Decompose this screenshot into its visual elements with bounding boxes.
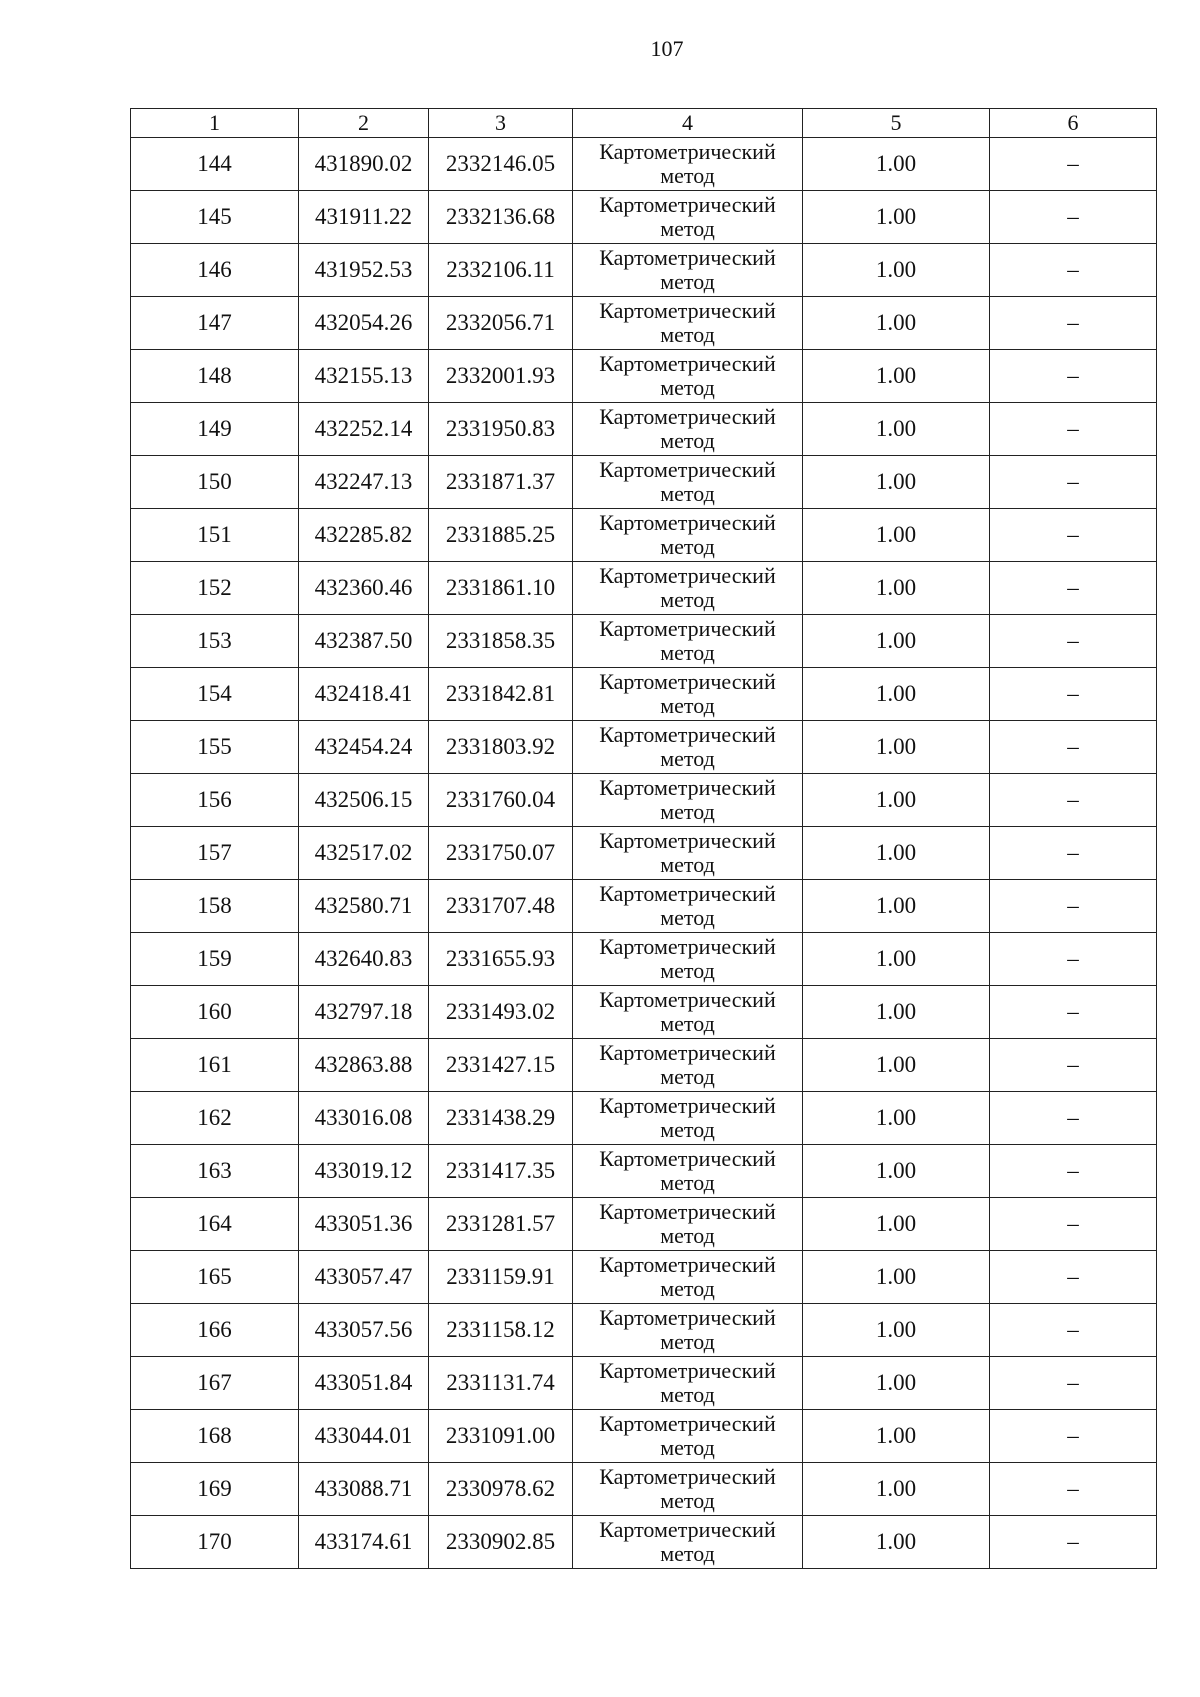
- table-row: [131, 244, 1157, 297]
- note-cell: –: [990, 827, 1157, 880]
- method-cell: Картометрический метод: [573, 986, 803, 1039]
- accuracy-cell: 1.00: [803, 1145, 990, 1198]
- point-number-cell: 156: [131, 774, 299, 827]
- accuracy-cell: 1.00: [803, 1198, 990, 1251]
- y-coordinate-cell: 2331091.00: [429, 1410, 573, 1463]
- accuracy-cell: 1.00: [803, 668, 990, 721]
- table-body: [131, 138, 1157, 1569]
- accuracy-cell: 1.00: [803, 191, 990, 244]
- x-coordinate-cell: 432054.26: [299, 297, 429, 350]
- x-coordinate-cell: 432863.88: [299, 1039, 429, 1092]
- note-cell: –: [990, 880, 1157, 933]
- note-cell: –: [990, 244, 1157, 297]
- point-number-cell: 148: [131, 350, 299, 403]
- accuracy-cell: 1.00: [803, 1251, 990, 1304]
- y-coordinate-cell: 2331861.10: [429, 562, 573, 615]
- table-row: [131, 986, 1157, 1039]
- note-cell: –: [990, 350, 1157, 403]
- y-coordinate-cell: 2331281.57: [429, 1198, 573, 1251]
- column-header: 4: [573, 109, 803, 138]
- method-cell: Картометрический метод: [573, 1198, 803, 1251]
- accuracy-cell: 1.00: [803, 1410, 990, 1463]
- note-cell: –: [990, 1516, 1157, 1569]
- y-coordinate-cell: 2332106.11: [429, 244, 573, 297]
- method-cell: Картометрический метод: [573, 509, 803, 562]
- accuracy-cell: 1.00: [803, 509, 990, 562]
- note-cell: –: [990, 1304, 1157, 1357]
- table-row: [131, 1251, 1157, 1304]
- point-number-cell: 150: [131, 456, 299, 509]
- x-coordinate-cell: 431911.22: [299, 191, 429, 244]
- note-cell: –: [990, 456, 1157, 509]
- method-cell: Картометрический метод: [573, 456, 803, 509]
- method-cell: Картометрический метод: [573, 615, 803, 668]
- accuracy-cell: 1.00: [803, 350, 990, 403]
- method-cell: Картометрический метод: [573, 1145, 803, 1198]
- y-coordinate-cell: 2331871.37: [429, 456, 573, 509]
- x-coordinate-cell: 432640.83: [299, 933, 429, 986]
- point-number-cell: 154: [131, 668, 299, 721]
- table-row: [131, 933, 1157, 986]
- method-cell: Картометрический метод: [573, 244, 803, 297]
- method-cell: Картометрический метод: [573, 562, 803, 615]
- note-cell: –: [990, 1145, 1157, 1198]
- table-row: [131, 297, 1157, 350]
- y-coordinate-cell: 2331655.93: [429, 933, 573, 986]
- table-row: [131, 1304, 1157, 1357]
- note-cell: –: [990, 933, 1157, 986]
- table-row: [131, 191, 1157, 244]
- x-coordinate-cell: 432580.71: [299, 880, 429, 933]
- method-cell: Картометрический метод: [573, 1516, 803, 1569]
- page-number: 107: [650, 36, 684, 61]
- note-cell: –: [990, 1039, 1157, 1092]
- y-coordinate-cell: 2330978.62: [429, 1463, 573, 1516]
- x-coordinate-cell: 432797.18: [299, 986, 429, 1039]
- y-coordinate-cell: 2331803.92: [429, 721, 573, 774]
- accuracy-cell: 1.00: [803, 562, 990, 615]
- y-coordinate-cell: 2332146.05: [429, 138, 573, 191]
- method-cell: Картометрический метод: [573, 297, 803, 350]
- note-cell: –: [990, 562, 1157, 615]
- method-cell: Картометрический метод: [573, 721, 803, 774]
- point-number-cell: 160: [131, 986, 299, 1039]
- point-number-cell: 151: [131, 509, 299, 562]
- method-cell: Картометрический метод: [573, 774, 803, 827]
- x-coordinate-cell: 433051.84: [299, 1357, 429, 1410]
- y-coordinate-cell: 2330902.85: [429, 1516, 573, 1569]
- table-row: [131, 509, 1157, 562]
- x-coordinate-cell: 431890.02: [299, 138, 429, 191]
- point-number-cell: 146: [131, 244, 299, 297]
- note-cell: –: [990, 1357, 1157, 1410]
- point-number-cell: 155: [131, 721, 299, 774]
- accuracy-cell: 1.00: [803, 986, 990, 1039]
- point-number-cell: 167: [131, 1357, 299, 1410]
- accuracy-cell: 1.00: [803, 1039, 990, 1092]
- table-row: [131, 562, 1157, 615]
- y-coordinate-cell: 2331885.25: [429, 509, 573, 562]
- x-coordinate-cell: 432285.82: [299, 509, 429, 562]
- accuracy-cell: 1.00: [803, 880, 990, 933]
- table-row: [131, 1463, 1157, 1516]
- table-row: [131, 350, 1157, 403]
- accuracy-cell: 1.00: [803, 1463, 990, 1516]
- table-row: [131, 1357, 1157, 1410]
- x-coordinate-cell: 433174.61: [299, 1516, 429, 1569]
- x-coordinate-cell: 432387.50: [299, 615, 429, 668]
- method-cell: Картометрический метод: [573, 350, 803, 403]
- note-cell: –: [990, 1198, 1157, 1251]
- x-coordinate-cell: 431952.53: [299, 244, 429, 297]
- x-coordinate-cell: 433016.08: [299, 1092, 429, 1145]
- y-coordinate-cell: 2331417.35: [429, 1145, 573, 1198]
- note-cell: –: [990, 1463, 1157, 1516]
- table-header-row: [131, 109, 1157, 138]
- x-coordinate-cell: 432418.41: [299, 668, 429, 721]
- column-header: 5: [803, 109, 990, 138]
- accuracy-cell: 1.00: [803, 933, 990, 986]
- table-row: [131, 456, 1157, 509]
- note-cell: –: [990, 1410, 1157, 1463]
- point-number-cell: 164: [131, 1198, 299, 1251]
- accuracy-cell: 1.00: [803, 244, 990, 297]
- method-cell: Картометрический метод: [573, 880, 803, 933]
- x-coordinate-cell: 433057.56: [299, 1304, 429, 1357]
- point-number-cell: 149: [131, 403, 299, 456]
- point-number-cell: 162: [131, 1092, 299, 1145]
- method-cell: Картометрический метод: [573, 1357, 803, 1410]
- accuracy-cell: 1.00: [803, 456, 990, 509]
- column-header: 6: [990, 109, 1157, 138]
- x-coordinate-cell: 433088.71: [299, 1463, 429, 1516]
- accuracy-cell: 1.00: [803, 1092, 990, 1145]
- table-row: [131, 1145, 1157, 1198]
- y-coordinate-cell: 2332001.93: [429, 350, 573, 403]
- note-cell: –: [990, 721, 1157, 774]
- x-coordinate-cell: 432517.02: [299, 827, 429, 880]
- x-coordinate-cell: 432454.24: [299, 721, 429, 774]
- note-cell: –: [990, 1251, 1157, 1304]
- table-row: [131, 615, 1157, 668]
- method-cell: Картометрический метод: [573, 827, 803, 880]
- table-row: [131, 668, 1157, 721]
- accuracy-cell: 1.00: [803, 1516, 990, 1569]
- point-number-cell: 159: [131, 933, 299, 986]
- table-row: [131, 1410, 1157, 1463]
- y-coordinate-cell: 2331750.07: [429, 827, 573, 880]
- x-coordinate-cell: 432155.13: [299, 350, 429, 403]
- x-coordinate-cell: 433019.12: [299, 1145, 429, 1198]
- table-row: [131, 721, 1157, 774]
- table-row: [131, 403, 1157, 456]
- method-cell: Картометрический метод: [573, 933, 803, 986]
- method-cell: Картометрический метод: [573, 1251, 803, 1304]
- coordinates-table: [130, 108, 1157, 1569]
- point-number-cell: 166: [131, 1304, 299, 1357]
- table-row: [131, 880, 1157, 933]
- note-cell: –: [990, 138, 1157, 191]
- method-cell: Картометрический метод: [573, 1039, 803, 1092]
- method-cell: Картометрический метод: [573, 403, 803, 456]
- accuracy-cell: 1.00: [803, 615, 990, 668]
- point-number-cell: 169: [131, 1463, 299, 1516]
- column-header: 2: [299, 109, 429, 138]
- point-number-cell: 144: [131, 138, 299, 191]
- y-coordinate-cell: 2331438.29: [429, 1092, 573, 1145]
- x-coordinate-cell: 432247.13: [299, 456, 429, 509]
- y-coordinate-cell: 2331158.12: [429, 1304, 573, 1357]
- y-coordinate-cell: 2332056.71: [429, 297, 573, 350]
- point-number-cell: 165: [131, 1251, 299, 1304]
- accuracy-cell: 1.00: [803, 827, 990, 880]
- point-number-cell: 157: [131, 827, 299, 880]
- y-coordinate-cell: 2331427.15: [429, 1039, 573, 1092]
- y-coordinate-cell: 2331950.83: [429, 403, 573, 456]
- accuracy-cell: 1.00: [803, 774, 990, 827]
- method-cell: Картометрический метод: [573, 138, 803, 191]
- column-header: 1: [131, 109, 299, 138]
- y-coordinate-cell: 2331760.04: [429, 774, 573, 827]
- y-coordinate-cell: 2332136.68: [429, 191, 573, 244]
- y-coordinate-cell: 2331131.74: [429, 1357, 573, 1410]
- y-coordinate-cell: 2331159.91: [429, 1251, 573, 1304]
- x-coordinate-cell: 432252.14: [299, 403, 429, 456]
- note-cell: –: [990, 774, 1157, 827]
- accuracy-cell: 1.00: [803, 138, 990, 191]
- accuracy-cell: 1.00: [803, 1304, 990, 1357]
- table-row: [131, 774, 1157, 827]
- note-cell: –: [990, 615, 1157, 668]
- table-row: [131, 1039, 1157, 1092]
- note-cell: –: [990, 668, 1157, 721]
- method-cell: Картометрический метод: [573, 1092, 803, 1145]
- accuracy-cell: 1.00: [803, 297, 990, 350]
- table-row: [131, 827, 1157, 880]
- x-coordinate-cell: 433051.36: [299, 1198, 429, 1251]
- accuracy-cell: 1.00: [803, 721, 990, 774]
- method-cell: Картометрический метод: [573, 1410, 803, 1463]
- point-number-cell: 152: [131, 562, 299, 615]
- point-number-cell: 161: [131, 1039, 299, 1092]
- method-cell: Картометрический метод: [573, 1463, 803, 1516]
- note-cell: –: [990, 297, 1157, 350]
- x-coordinate-cell: 433057.47: [299, 1251, 429, 1304]
- point-number-cell: 145: [131, 191, 299, 244]
- column-header: 3: [429, 109, 573, 138]
- method-cell: Картометрический метод: [573, 1304, 803, 1357]
- point-number-cell: 163: [131, 1145, 299, 1198]
- y-coordinate-cell: 2331858.35: [429, 615, 573, 668]
- point-number-cell: 153: [131, 615, 299, 668]
- note-cell: –: [990, 403, 1157, 456]
- x-coordinate-cell: 433044.01: [299, 1410, 429, 1463]
- note-cell: –: [990, 1092, 1157, 1145]
- accuracy-cell: 1.00: [803, 1357, 990, 1410]
- y-coordinate-cell: 2331493.02: [429, 986, 573, 1039]
- accuracy-cell: 1.00: [803, 403, 990, 456]
- y-coordinate-cell: 2331707.48: [429, 880, 573, 933]
- method-cell: Картометрический метод: [573, 191, 803, 244]
- table-row: [131, 1092, 1157, 1145]
- x-coordinate-cell: 432360.46: [299, 562, 429, 615]
- note-cell: –: [990, 986, 1157, 1039]
- note-cell: –: [990, 191, 1157, 244]
- point-number-cell: 168: [131, 1410, 299, 1463]
- point-number-cell: 158: [131, 880, 299, 933]
- point-number-cell: 147: [131, 297, 299, 350]
- table-row: [131, 1198, 1157, 1251]
- method-cell: Картометрический метод: [573, 668, 803, 721]
- note-cell: –: [990, 509, 1157, 562]
- table-row: [131, 1516, 1157, 1569]
- x-coordinate-cell: 432506.15: [299, 774, 429, 827]
- table-row: [131, 138, 1157, 191]
- y-coordinate-cell: 2331842.81: [429, 668, 573, 721]
- point-number-cell: 170: [131, 1516, 299, 1569]
